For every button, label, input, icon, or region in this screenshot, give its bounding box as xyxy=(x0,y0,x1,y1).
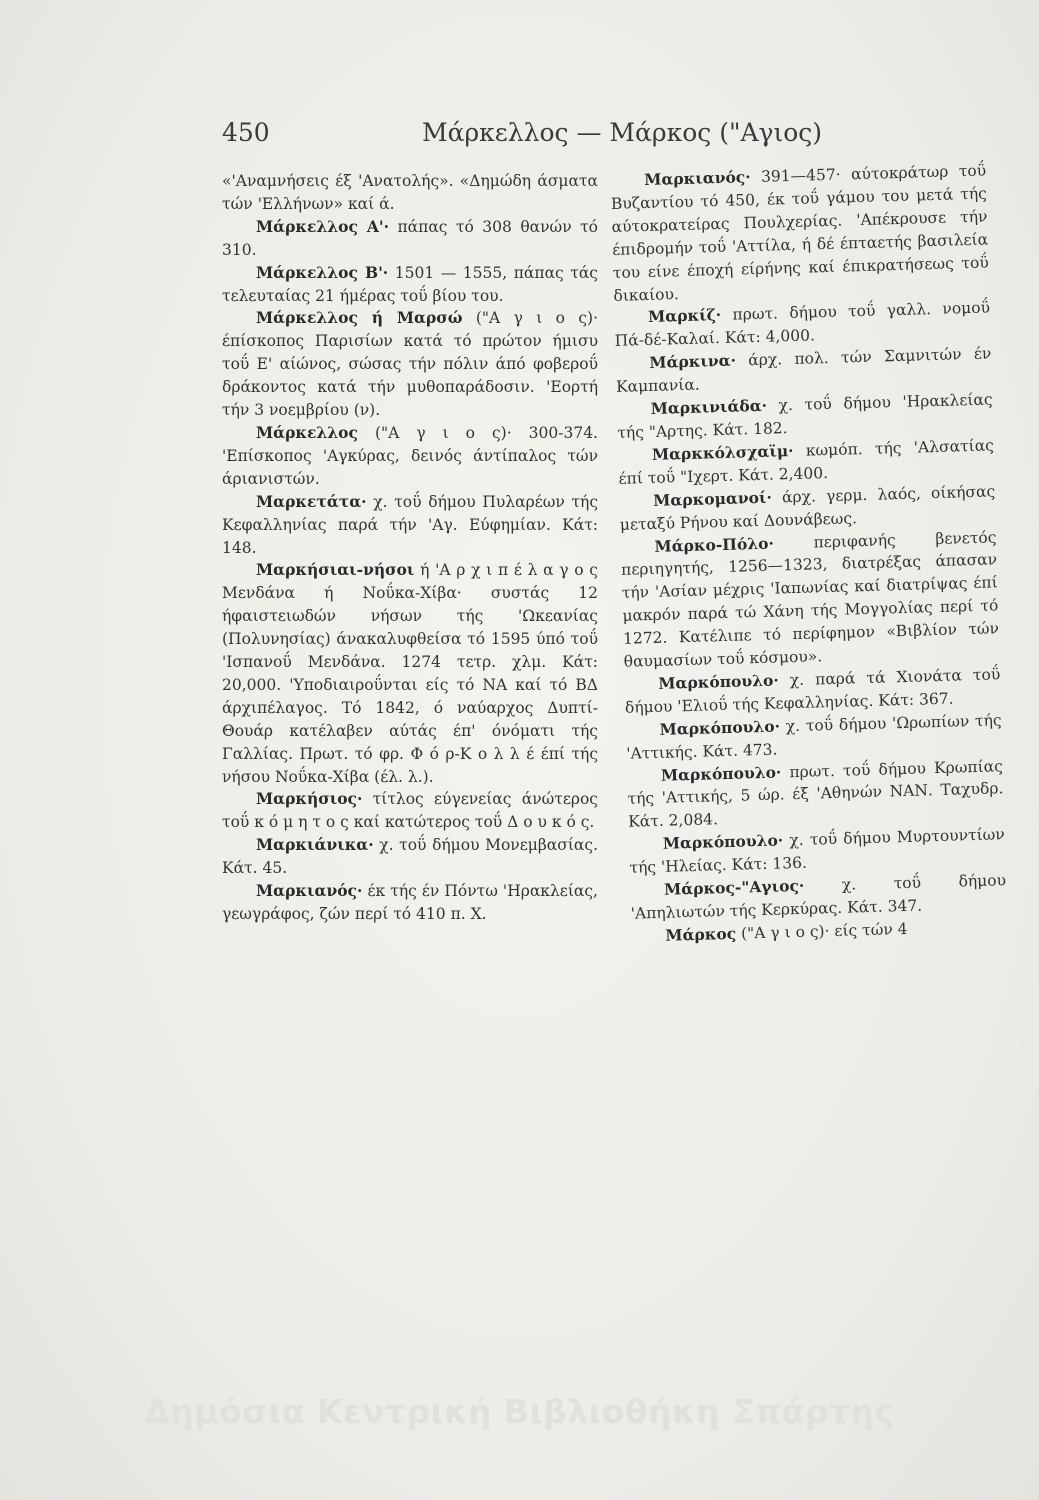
entry-text: άρχ. γερμ. λαός, οίκήσας μεταξύ Ρήνου καί Δουνάβεως. xyxy=(619,482,996,534)
entry-text: ("Α γ ι ο ς)· είς τών 4 xyxy=(740,919,908,943)
dictionary-entry xyxy=(222,170,598,216)
entry-headword: Μάρκελλος ή Μαρσώ xyxy=(256,308,463,328)
entry-headword: Μαρκόπουλο· xyxy=(662,830,784,854)
entry-text: χ. τοΰ δήμου 'Ωρωπίων τής 'Αττικής. Κάτ. 473. xyxy=(626,711,1002,763)
dictionary-entry xyxy=(222,559,598,788)
entry-headword: Μάρκελλος Α'· xyxy=(256,216,390,236)
entry-text: 1501 — 1555, πάπας τάς τελευταίας 21 ήμέρας τοΰ βίου του. xyxy=(222,263,598,305)
entry-text: πρωτ. τοΰ δήμου Κρωπίας τής 'Αττικής, 5 ώρ. έξ 'Αθηνών ΝΑΝ. Ταχυδρ. Κάτ. 2,084. xyxy=(627,756,1004,832)
library-watermark: Δημόσια Κεντρική Βιβλιοθήκη Σπάρτης xyxy=(144,1392,895,1431)
dictionary-entry xyxy=(222,307,598,422)
entry-headword: Μαρκιανός· xyxy=(644,167,751,190)
entry-headword: Μαρκόπουλο· xyxy=(659,716,781,739)
entry-text: χ. τοΰ δήμου Πυλαρέων τής Κεφαλληνίας παρά τήν 'Αγ. Εύφημίαν. Κάτ: 148. xyxy=(222,492,599,557)
page-header xyxy=(222,118,822,152)
entry-text: περιφανής βενετός περιηγητής, 1256—1323, διατρέξας άπασαν τήν 'Ασίαν μέχρις 'Ιαπωνίας καί διατρίψας έπί μακρόν παρά τώ Χάνη τής Μογγολίας περί τό 1272. Κατέλιπε τό περίφημον «Βιβλίον τών θαυμασίων τοΰ κόσμου». xyxy=(620,527,1000,671)
dictionary-entry xyxy=(222,216,598,262)
dictionary-entry xyxy=(627,755,1005,834)
entry-headword: Μαρκινιάδα· xyxy=(650,395,768,419)
entry-headword: Μάρκελλος xyxy=(256,422,358,442)
entry-text: έκ τής έν Πόντω 'Ηρακλείας, γεωγράφος, ζών περί τό 410 π. Χ. xyxy=(222,882,598,923)
dictionary-entry xyxy=(610,160,990,308)
page-number: 450 xyxy=(222,118,270,147)
dictionary-entry xyxy=(620,526,1000,674)
entry-text: ("Α γ ι ο ς)· 300-374. 'Επίσκοπος 'Αγκύρας, δεινός άντίπαλος τών άριανιστών. xyxy=(222,423,598,488)
entry-headword: Μαρκίζ· xyxy=(647,305,722,327)
entry-text: «'Αναμνήσεις έξ 'Ανατολής». «Δημώδη άσματα τών 'Ελλήνων» καί ά. xyxy=(222,172,598,213)
entry-headword: Μάρκελλος Β'· xyxy=(256,262,389,282)
right-column xyxy=(610,160,1008,949)
dictionary-entry xyxy=(222,880,598,926)
entry-text: ή 'Α ρ χ ι π έ λ α γ ο ς Μενδάνα ή Νοΰκα-Χίβα· συστάς 12 ήφαιστειωδών νήσων τής 'Ωκεανίας (Πολυνησίας) άνακαλυφθείσα τό 1595 ύπό τοΰ 'Ισπανοΰ Μενδάνα. 1274 τετρ. χλμ. Κάτ: 20,000. 'Υποδιαιροΰνται είς τό ΝΑ καί τό ΒΔ άρχιπέλαγος. Τό 1842, ό ναύαρχος Δυπτί-Θουάρ κατέλαβεν αύτάς έπ' όνόματι τής Γαλλίας. Πρωτ. τό φρ. Φ ό ρ-Κ ο λ λ έ έπί τής νήσου Νοΰκα-Χίβα (έλ. λ.). xyxy=(222,561,598,786)
entry-headword: Μαρκόπουλο· xyxy=(660,762,782,785)
entry-text: τίτλος εύγενείας άνώτερος τοΰ κ ό μ η τ ο ς καί κατώτερος τοΰ Δ ο υ κ ό ς. xyxy=(222,790,598,832)
entry-text: χ. τοΰ δήμου 'Απηλιωτών τής Κερκύρας. Κάτ. 347. xyxy=(630,871,1007,923)
entry-headword: Μαρκήσιος· xyxy=(256,789,363,809)
dictionary-entry xyxy=(222,834,598,880)
entry-headword: Μαρκκόλσχαϊμ· xyxy=(651,440,794,464)
entry-text: χ. τοΰ δήμου Μυρτουντίων τής 'Ηλείας. Κάτ: 136. xyxy=(629,825,1005,877)
entry-headword: Μάρκο-Πόλο· xyxy=(654,533,775,556)
entry-text: χ. παρά τά Χιονάτα τοΰ δήμου 'Ελιοΰ τής Κεφαλληνίας. Κάτ: 367. xyxy=(624,665,1001,717)
left-column xyxy=(222,170,598,926)
entry-headword: Μαρκιανός· xyxy=(256,881,363,901)
entry-headword: Μαρκιάνικα· xyxy=(256,835,374,855)
running-title: Μάρκελλος — Μάρκος ("Αγιος) xyxy=(422,118,823,147)
entry-text: πάπας τό 308 θανών τό 310. xyxy=(222,217,598,259)
entry-text: χ. τοΰ δήμου 'Ηρακλείας τής "Αρτης. Κάτ. 182. xyxy=(617,390,993,442)
entry-headword: Μαρκομανοί· xyxy=(652,487,773,510)
entry-headword: Μάρκος-"Αγιος· xyxy=(663,875,805,899)
dictionary-entry xyxy=(222,422,598,491)
entry-text: 391—457· αύτοκράτωρ τοΰ Βυζαντίου τό 450, έκ τοΰ γάμου του μετά τής αύτοκρατείρας Πουλχερίας. 'Απέκρουσε τήν έπιδρομήν τοΰ 'Αττίλα, ή δέ έπταετής βασιλεία του είνε έποχή είρήνης καί έπικρατήσεως τοΰ δικαίου. xyxy=(610,161,989,305)
entry-text: κωμόπ. τής 'Αλσατίας έπί τοΰ "Ιχερτ. Κάτ. 2,400. xyxy=(618,436,995,488)
entry-text: πρωτ. δήμου τοΰ γαλλ. νομοΰ Πά-δέ-Καλαί. Κάτ: 4,000. xyxy=(614,298,991,351)
entry-headword: Μαρκήσιαι-νήσοι xyxy=(256,560,415,580)
entry-headword: Μάρκινα· xyxy=(649,350,737,373)
entry-text: ("Α γ ι ο ς)· έπίσκοπος Παρισίων κατά τό πρώτον ήμισυ τοΰ Ε' αίώνος, σώσας τήν πόλιν άπό φοβεροΰ δράκοντος κατά τήν μυθοπαράδοσιν. 'Εορτή τήν 3 νοεμβρίου (ν). xyxy=(222,309,598,420)
dictionary-entry xyxy=(222,262,598,308)
entry-headword: Μαρκόπουλο· xyxy=(658,670,779,693)
entry-headword: Μαρκετάτα· xyxy=(256,491,367,511)
dictionary-entry xyxy=(222,788,598,834)
dictionary-entry xyxy=(222,491,598,560)
entry-headword: Μάρκος xyxy=(665,923,737,945)
entry-text: άρχ. πολ. τών Σαμνιτών έν Καμπανία. xyxy=(615,344,992,397)
entry-text: χ. τοΰ δήμου Μονεμβασίας. Κάτ. 45. xyxy=(222,836,598,878)
